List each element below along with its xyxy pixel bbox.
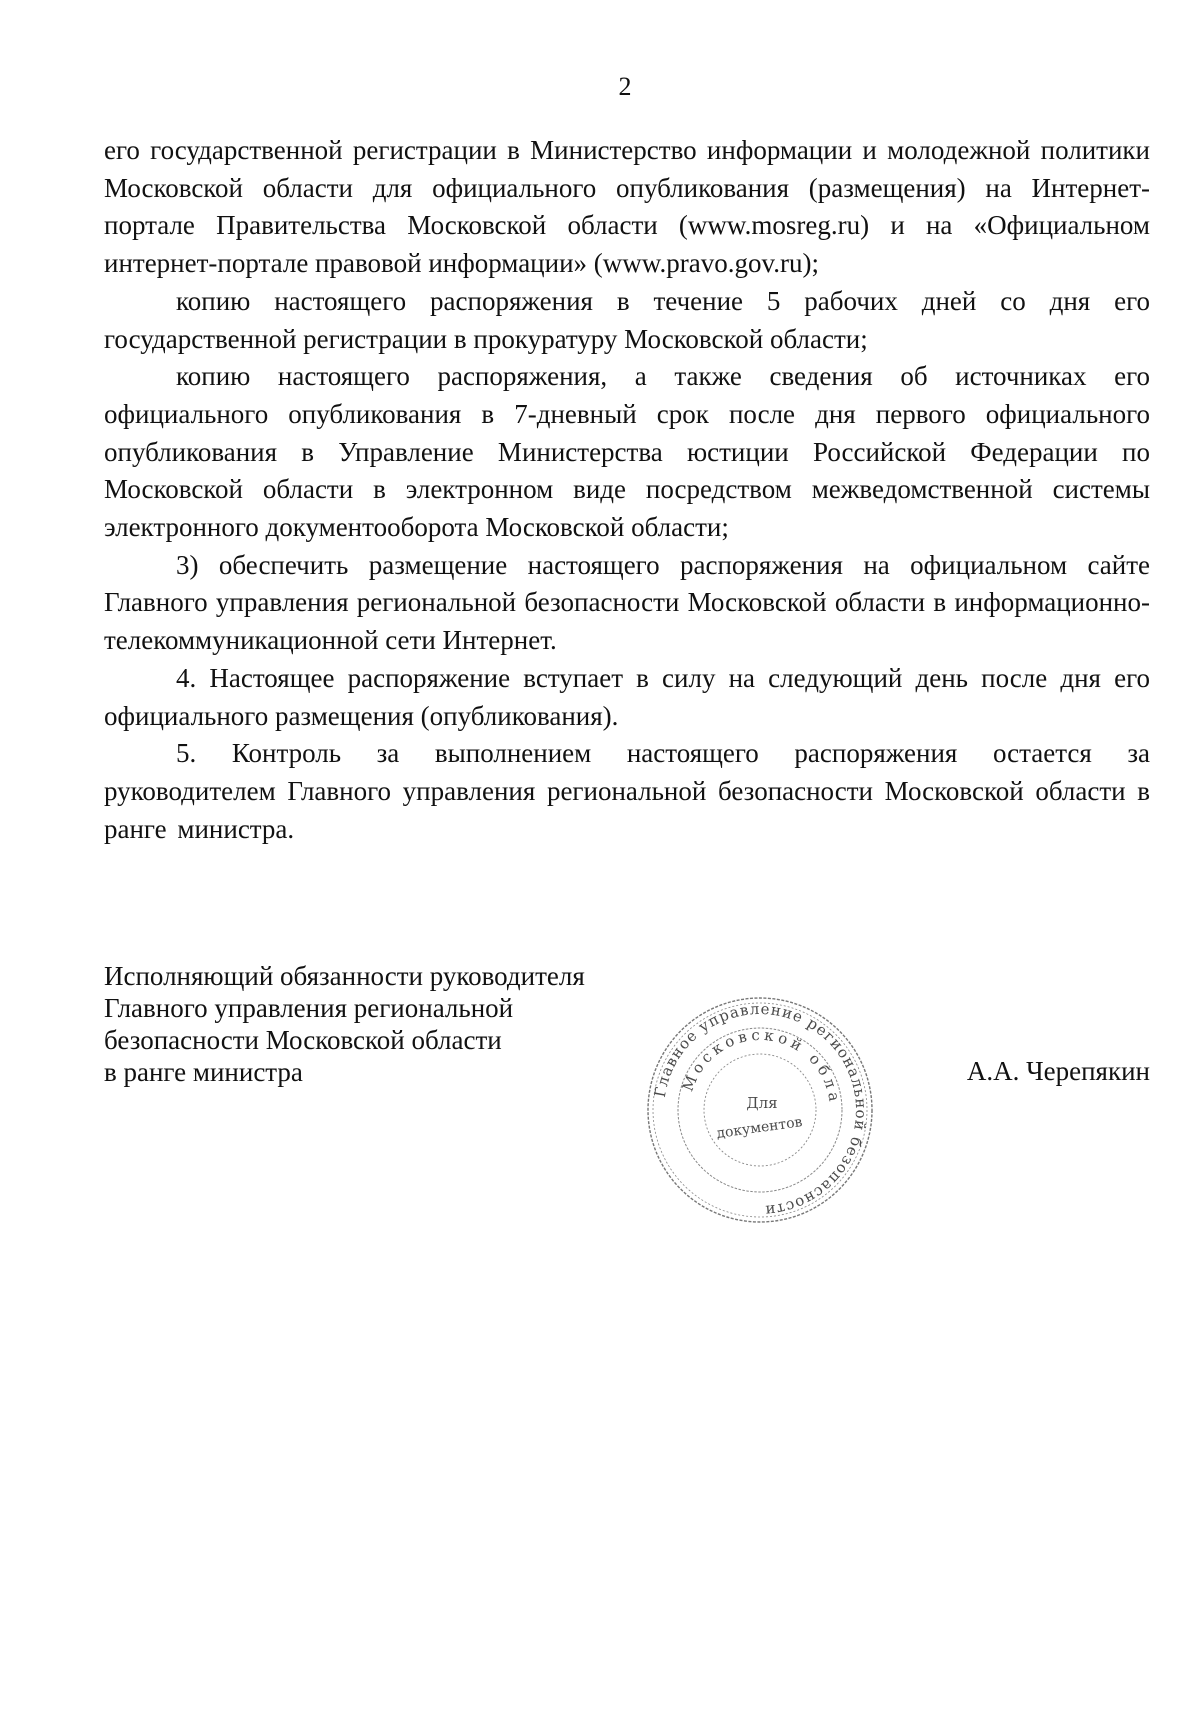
page-number: 2 (618, 72, 632, 101)
paragraph-item-4: 4. Настоящее распоряжение вступает в силу на следующий день после дня его официального размещения (опубликования). (104, 662, 1150, 731)
seal-center-line-1: Для (746, 1094, 778, 1112)
seal-stamp (640, 990, 880, 1230)
seal-stamp-graphic (640, 990, 880, 1230)
signer-position-line: Главного управления региональной (104, 993, 514, 1023)
seal-inner-text: Московской обла (678, 1025, 845, 1107)
signer-name: А.А. Черепякин (966, 1056, 1150, 1086)
seal-center-line-2: документов (715, 1114, 804, 1142)
paragraph-item-3: 3) обеспечить размещение настоящего распоряжения на официальном сайте Главного управления региональной безопасности Московской области в информационно-телекоммуникационной сети Интернет. (104, 549, 1150, 656)
signer-position-line: в ранге министра (104, 1057, 303, 1087)
signature-block (104, 960, 585, 1088)
signer-position-line: Исполняющий обязанности руководителя (104, 961, 585, 991)
paragraph-justice-copy: копию настоящего распоряжения, а также сведения об источниках его официального опубликования в 7-дневный срок после дня первого официального опубликования в Управление Министерства юстиции Российской Федерации по Московской области в электронном виде посредством межведомственной системы электронного документооборота Московской области; (104, 361, 1150, 543)
seal-outer-text: Главное управление региональной безопасности (650, 999, 871, 1221)
paragraph-item-5: 5. Контроль за выполнением настоящего распоряжения остается за руководителем Главного управления региональной безопасности Московской области в ранге министра. (104, 738, 1150, 844)
document-body (104, 132, 1150, 848)
paragraph-prosecutor-copy: копию настоящего распоряжения в течение 5 рабочих дней со дня его государственной регистрации в прокуратуру Московской области; (104, 285, 1150, 354)
signer-position-line: безопасности Московской области (104, 1025, 502, 1055)
paragraph-continuation: его государственной регистрации в Министерство информации и молодежной политики Московской области для официального опубликования (размещения) на Интернет-портале Правительства Московской области (www.mosreg.ru) и на «Официальном интернет-портале правовой информации» (www.pravo.gov.ru); (104, 135, 1150, 279)
